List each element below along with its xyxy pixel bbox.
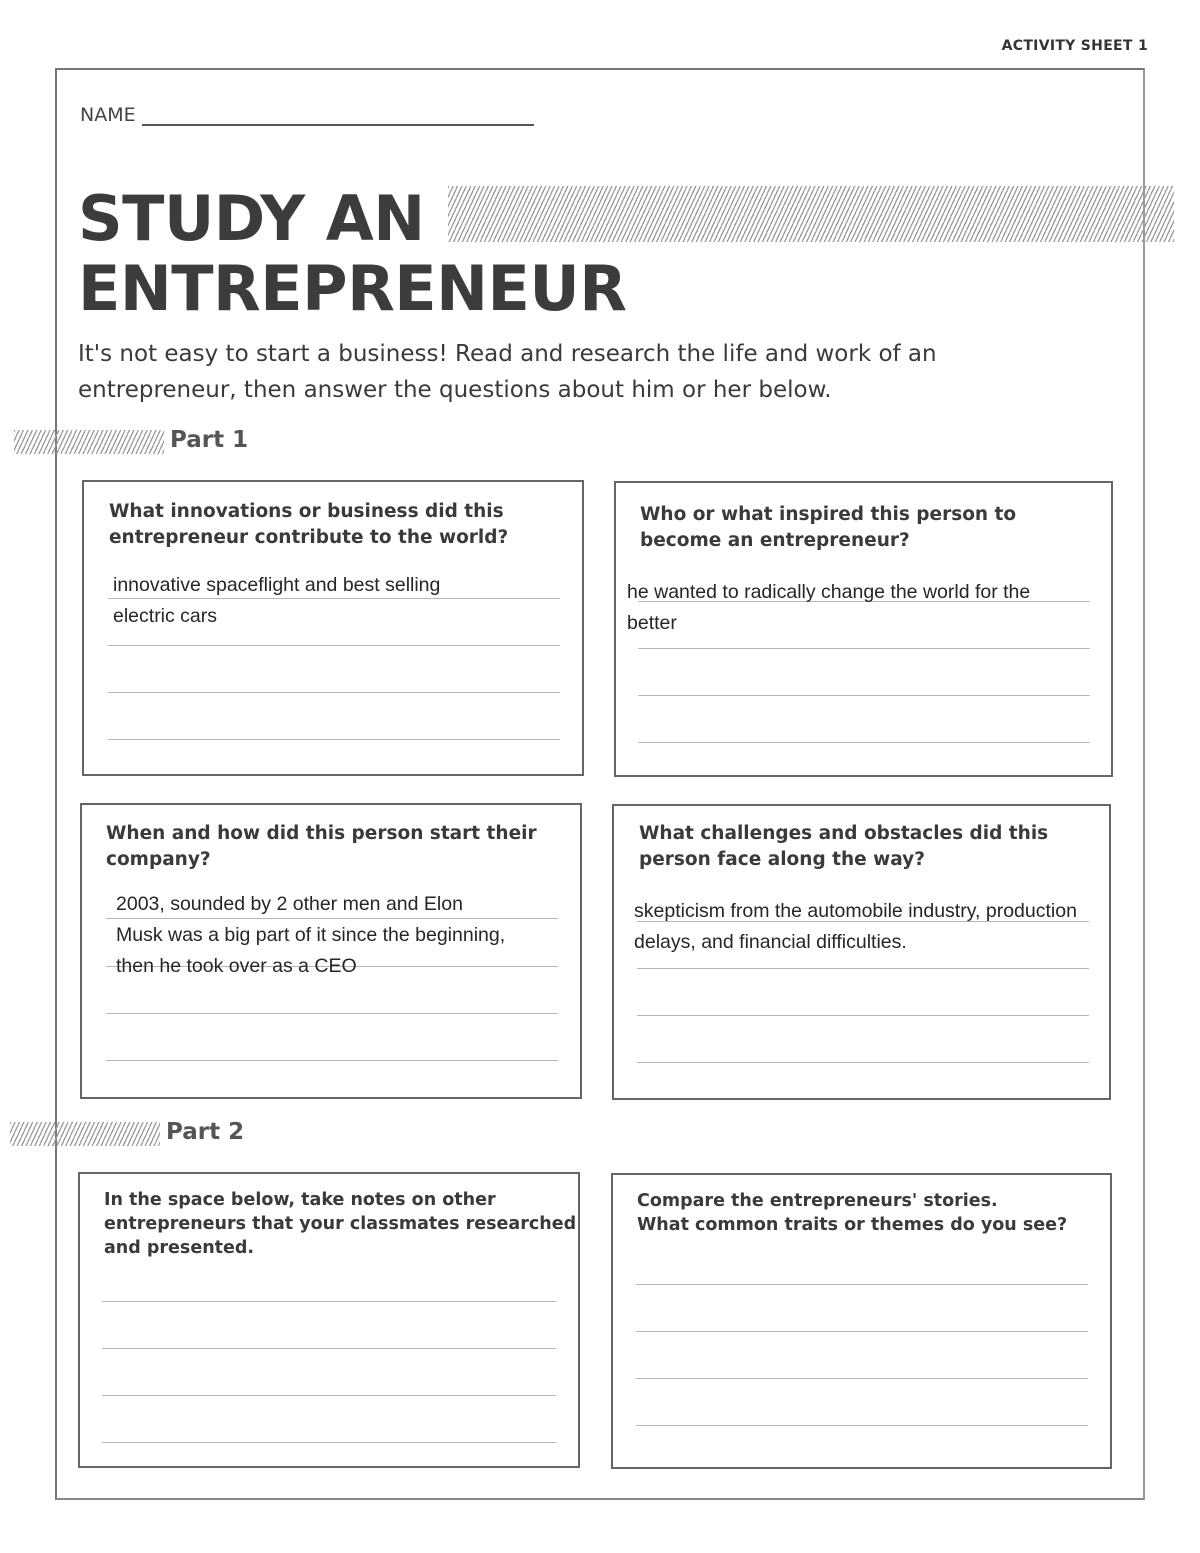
answer-line[interactable] — [102, 1348, 556, 1349]
answer-text-line: delays, and financial difficulties. — [634, 931, 907, 953]
answer-text-line: skepticism from the automobile industry, production — [634, 900, 1077, 922]
answer-line[interactable] — [102, 1442, 556, 1443]
answer-line — [108, 692, 560, 693]
question-line: Compare the entrepreneurs' stories. — [637, 1191, 998, 1211]
answer-line — [106, 1013, 558, 1014]
name-field[interactable] — [142, 106, 534, 126]
part-2-hatch-decoration — [10, 1122, 160, 1146]
answer-line — [638, 648, 1090, 649]
answer-text-line: he wanted to radically change the world for the — [627, 581, 1031, 603]
question-line: When and how did this person start their — [106, 823, 537, 844]
answer-line[interactable] — [102, 1301, 556, 1302]
answer-text-line: 2003, sounded by 2 other men and Elon — [116, 893, 463, 915]
answer-text-line: then he took over as a CEO — [116, 955, 357, 977]
answer-line — [108, 739, 560, 740]
answer-line — [637, 1062, 1089, 1063]
answer-line — [108, 645, 560, 646]
answer-line[interactable] — [636, 1331, 1088, 1332]
question-line: person face along the way? — [639, 849, 925, 870]
part-1-hatch-decoration — [14, 430, 164, 454]
answer-text-line: better — [627, 612, 677, 634]
activity-sheet-label: ACTIVITY SHEET 1 — [1001, 38, 1148, 54]
answer-line[interactable] — [636, 1284, 1088, 1285]
question-line: In the space below, take notes on other — [104, 1190, 496, 1210]
title-line-1: STUDY AN — [78, 182, 425, 255]
question-line: What challenges and obstacles did this — [639, 823, 1049, 844]
answer-line — [106, 1060, 558, 1061]
answer-line[interactable] — [102, 1395, 556, 1396]
question-inspiration — [640, 502, 1016, 554]
question-line: company? — [106, 849, 211, 870]
question-line: Who or what inspired this person to — [640, 504, 1017, 525]
answer-line — [637, 1015, 1089, 1016]
question-line: What common traits or themes do you see? — [637, 1215, 1068, 1235]
answer-challenges[interactable] — [634, 896, 1106, 958]
question-classmate-notes — [104, 1188, 576, 1260]
question-innovations — [109, 499, 508, 551]
page-title — [78, 184, 627, 324]
question-challenges — [639, 821, 1048, 873]
answer-start-company[interactable] — [116, 889, 505, 982]
question-line: entrepreneur contribute to the world? — [109, 527, 509, 548]
name-label: NAME — [80, 104, 136, 126]
title-line-2: ENTREPRENEUR — [78, 252, 627, 325]
answer-text-line: Musk was a big part of it since the beginning, — [116, 924, 506, 946]
question-start-company — [106, 821, 537, 873]
answer-text-line: electric cars — [113, 605, 218, 627]
question-common-traits — [637, 1189, 1067, 1237]
answer-innovations[interactable] — [113, 570, 440, 632]
question-line: What innovations or business did this — [109, 501, 504, 522]
question-line: become an entrepreneur? — [640, 530, 910, 551]
question-line: and presented. — [104, 1238, 255, 1258]
intro-line-2: entrepreneur, then answer the questions about him or her below. — [78, 377, 832, 403]
answer-line — [638, 695, 1090, 696]
answer-line[interactable] — [636, 1378, 1088, 1379]
part-2-heading: Part 2 — [166, 1119, 245, 1145]
answer-inspiration[interactable] — [627, 577, 1030, 639]
answer-line — [637, 968, 1089, 969]
answer-line — [638, 742, 1090, 743]
answer-text-line: innovative spaceflight and best selling — [113, 574, 441, 596]
intro-text — [78, 336, 998, 408]
answer-line[interactable] — [636, 1425, 1088, 1426]
part-1-heading: Part 1 — [170, 427, 249, 453]
intro-line-1: It's not easy to start a business! Read and research the life and work of an — [78, 341, 937, 367]
question-line: entrepreneurs that your classmates researched — [104, 1214, 577, 1234]
name-row — [80, 104, 534, 126]
